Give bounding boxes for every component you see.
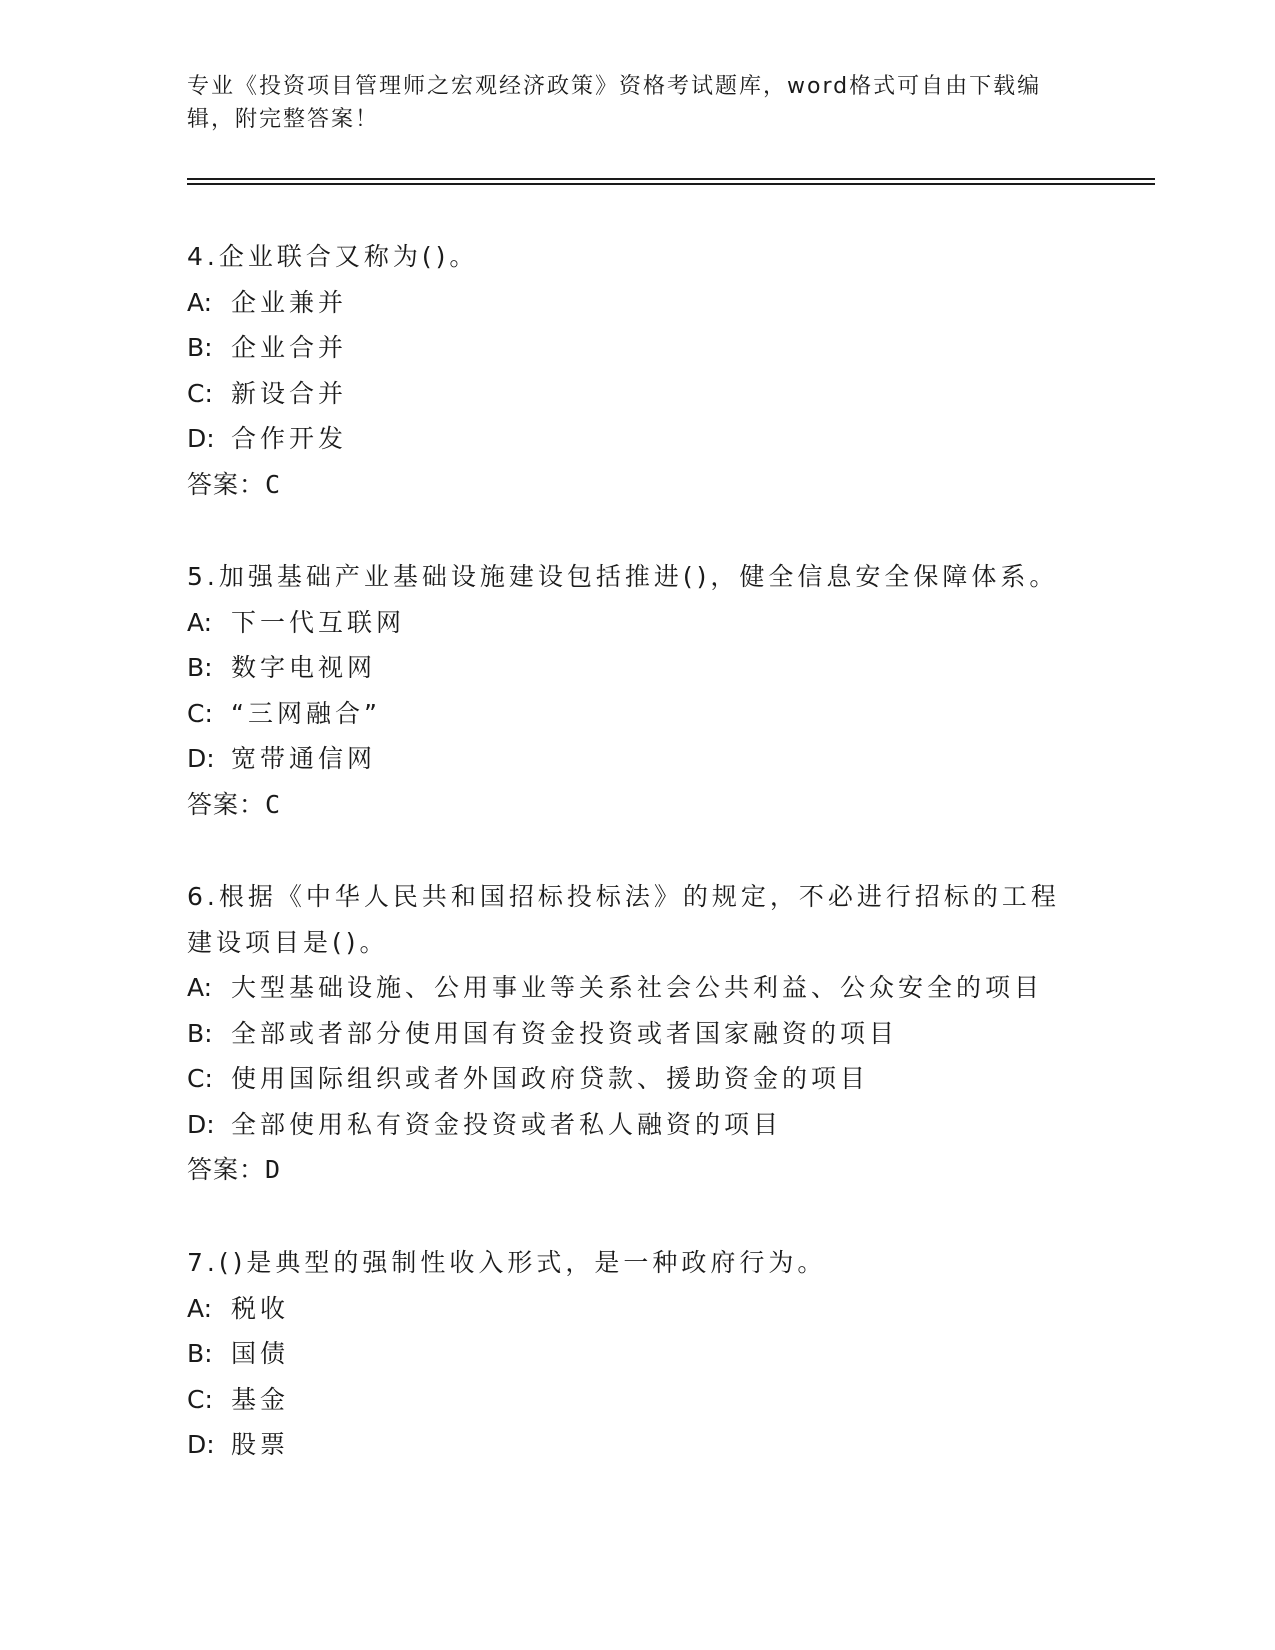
option-text: 合作开发 [231,424,348,453]
question-4 [187,234,1087,507]
option-a [187,600,1087,646]
answer-line [187,462,1087,508]
option-key: D: [187,1109,215,1139]
question-stem-line-2: 建设项目是()。 [187,927,389,957]
option-key: A: [187,287,213,317]
question-stem-line-1: 6.根据《中华人民共和国招标投标法》的规定，不必进行招标的工程 [187,882,1060,911]
option-text: 大型基础设施、公用事业等关系社会公共利益、公众安全的项目 [231,973,1044,1002]
option-key: D: [187,1430,215,1459]
option-key: C: [187,1384,213,1414]
question-5 [187,554,1087,827]
answer-line [187,1147,1087,1193]
option-b [187,325,1087,371]
answer-label: 答案： [187,469,266,499]
question-stem: 4.企业联合又称为()。 [187,242,479,271]
option-text: 国债 [231,1339,290,1368]
option-c [187,691,1087,737]
option-key: B: [187,333,213,362]
option-d [187,1422,1087,1468]
question-stem: 5.加强基础产业基础设施建设包括推进()，健全信息安全保障体系。 [187,562,1059,591]
option-c [187,1377,1087,1423]
option-c [187,1056,1087,1102]
option-text: 宽带通信网 [231,744,377,773]
header-line-1: 专业《投资项目管理师之宏观经济政策》资格考试题库，word格式可自由下载编 [187,74,1042,99]
option-text: 企业合并 [231,333,348,362]
option-text: 下一代互联网 [231,607,406,637]
document-header [187,70,1087,136]
question-6 [187,874,1087,1193]
option-key: B: [187,1018,213,1048]
option-key: D: [187,424,215,453]
answer-label: 答案： [187,789,266,819]
option-b [187,1011,1087,1057]
option-text: 基金 [231,1384,290,1414]
option-a [187,280,1087,326]
option-key: B: [187,1339,213,1368]
option-c [187,371,1087,417]
option-key: C: [187,378,213,408]
option-text: 使用国际组织或者外国政府贷款、援助资金的项目 [231,1064,870,1093]
answer-value: C [265,469,282,499]
question-stem: 7.()是典型的强制性收入形式，是一种政府行为。 [187,1248,827,1277]
header-divider-bottom [187,183,1155,185]
option-a [187,965,1087,1011]
answer-value: D [265,1155,282,1184]
option-a [187,1286,1087,1332]
option-text: 全部或者部分使用国有资金投资或者国家融资的项目 [231,1018,899,1048]
option-key: C: [187,1064,213,1093]
answer-line [187,782,1087,828]
option-b [187,1331,1087,1377]
option-d [187,736,1087,782]
option-text: “三网融合” [231,698,381,728]
option-text: 税收 [231,1293,290,1323]
option-key: C: [187,698,213,728]
option-text: 全部使用私有资金投资或者私人融资的项目 [231,1109,783,1139]
option-text: 新设合并 [231,378,348,408]
option-d [187,1102,1087,1148]
option-text: 企业兼并 [231,287,348,317]
option-d [187,416,1087,462]
answer-label: 答案： [187,1155,266,1184]
option-b [187,645,1087,691]
option-key: A: [187,1293,213,1323]
header-divider-top [187,178,1155,180]
option-text: 数字电视网 [231,653,377,682]
option-key: D: [187,744,215,773]
option-key: A: [187,607,213,637]
header-line-2: 辑，附完整答案！ [187,107,380,132]
option-key: B: [187,653,213,682]
question-7 [187,1240,1087,1468]
option-text: 股票 [231,1430,290,1459]
answer-value: C [265,789,282,819]
option-key: A: [187,973,213,1002]
